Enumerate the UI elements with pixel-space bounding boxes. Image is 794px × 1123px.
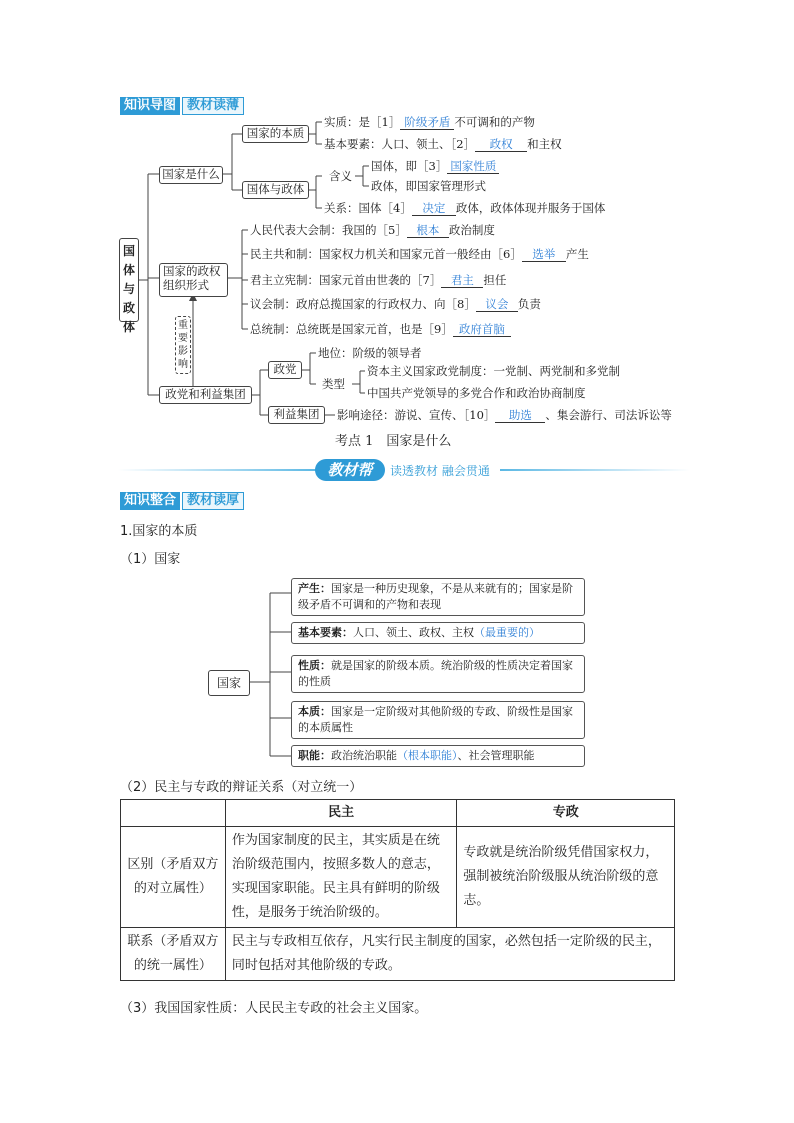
state-box-text: 政治统治职能 [331,749,397,762]
table-header-cell: 专政 [457,800,675,827]
node-influence: 重要影响 [175,316,191,374]
table-row [121,928,675,981]
header2-tag-left: 知识整合 [120,492,180,510]
header2-tag-right: 教材读厚 [182,492,244,510]
line-republic: 民主共和制：国家权力机关和国家元首一般经由［6］ 选举 产生 [250,247,589,261]
state-box-extra: （最重要的） [474,626,540,639]
state-box-2 [291,655,585,693]
line-guoti: 国体，即［3］ 国家性质 [371,159,499,174]
table-header-row [121,800,675,827]
state-box-label: 基本要素： [298,626,353,639]
line-president: 总统制：总统既是国家元首，也是［9］ 政府首脑 [250,322,511,337]
democracy-dictatorship-table [120,799,675,981]
section-1-title: 1.国家的本质 [120,524,198,539]
state-box-tail: 、社会管理职能 [457,749,535,762]
state-box-label: 本质： [298,705,331,718]
state-center-node: 国家 [208,670,250,696]
node-polity: 国体与政体 [242,181,309,199]
state-box-text: 人口、领土、政权、主权 [353,626,474,639]
line-cn-party: 中国共产党领导的多党合作和政治协商制度 [367,386,586,400]
line-status: 地位：阶级的领导者 [318,346,422,360]
state-box-label: 性质： [298,659,331,672]
node-interest: 利益集团 [268,406,325,424]
state-box-text: 就是国家的阶级本质。统治阶级的性质决定着国家的性质 [298,659,573,688]
state-box-1 [291,622,585,644]
state-box-4 [291,745,585,767]
table-row-head: 联系（矛盾双方的统一属性） [121,928,226,981]
state-box-0 [291,578,585,616]
root-node: 国体与政体 [119,238,139,322]
line-parliament: 议会制：政府总揽国家的行政权力、向［8］ 议会 负责 [250,297,541,311]
line-cap-party: 资本主义国家政党制度：一党制、两党制和多党制 [367,364,620,378]
sub-3-title: （3）我国国家性质：人民民主专政的社会主义国家。 [120,1001,428,1016]
banner-line-left [118,469,318,471]
state-box-label: 产生： [298,582,331,595]
state-box-text: 国家是一种历史现象，不是从来就有的；国家是阶级矛盾不可调和的产物和表现 [298,582,573,611]
header-tag-right: 教材读薄 [182,97,244,115]
node-party: 政党 [268,361,302,379]
line-essence: 实质：是［1］ 阶级矛盾 不可调和的产物 [324,115,535,129]
kaodian-title: 考点 1 国家是什么 [335,434,452,449]
state-box-label: 职能： [298,749,331,762]
state-box-3 [291,701,585,739]
table-cell: 专政就是统治阶级凭借国家权力，强制被统治阶级服从统治阶级的意志。 [457,827,675,928]
banner-title: 教材帮 [315,459,385,481]
table-header-cell [121,800,226,827]
line-relation: 关系：国体［4］ 决定 政体，政体体现并服务于国体 [324,201,606,215]
node-org-form: 国家的政权组织形式 [159,263,228,297]
line-npc: 人民代表大会制：我国的［5］ 根本 政治制度 [250,223,495,237]
node-nature: 国家的本质 [242,125,309,143]
banner-subtitle: 读透教材 融会贯通 [390,464,490,478]
state-box-extra: （根本职能） [397,749,458,762]
table-header-cell: 民主 [225,800,457,827]
sub-2-title: （2）民主与专政的辩证关系（对立统一） [120,780,363,795]
table-row-head: 区别（矛盾双方的对立属性） [121,827,226,928]
line-meaning: 含义 [329,169,352,183]
line-type: 类型 [322,377,345,391]
banner-line-right [500,469,690,471]
header-tag-left: 知识导图 [120,97,180,115]
line-influence: 影响途径：游说、宣传、［10］ 助选 、集会游行、司法诉讼等 [337,408,672,422]
table-cell: 民主与专政相互依存，凡实行民主制度的国家，必然包括一定阶级的民主，同时包括对其他阶级的专政。 [225,928,674,981]
line-monarchy: 君主立宪制：国家元首由世袭的［7］ 君主 担任 [250,273,507,287]
table-cell: 作为国家制度的民主，其实质是在统治阶级范围内，按照多数人的意志，实现国家职能。民主具有鲜明的阶级性，是服务于统治阶级的。 [225,827,457,928]
state-box-text: 国家是一定阶级对其他阶级的专政、阶级性是国家的本质属性 [298,705,573,734]
node-state-what: 国家是什么 [159,166,223,184]
banner-textbook-help [118,458,690,482]
node-parties: 政党和利益集团 [159,386,252,404]
section-header-integration [120,492,244,510]
line-zhengti: 政体，即国家管理形式 [371,179,486,193]
sub-1-title: （1）国家 [120,552,181,567]
table-row [121,827,675,928]
line-elements: 基本要素：人口、领土、［2］ 政权 和主权 [324,137,562,151]
